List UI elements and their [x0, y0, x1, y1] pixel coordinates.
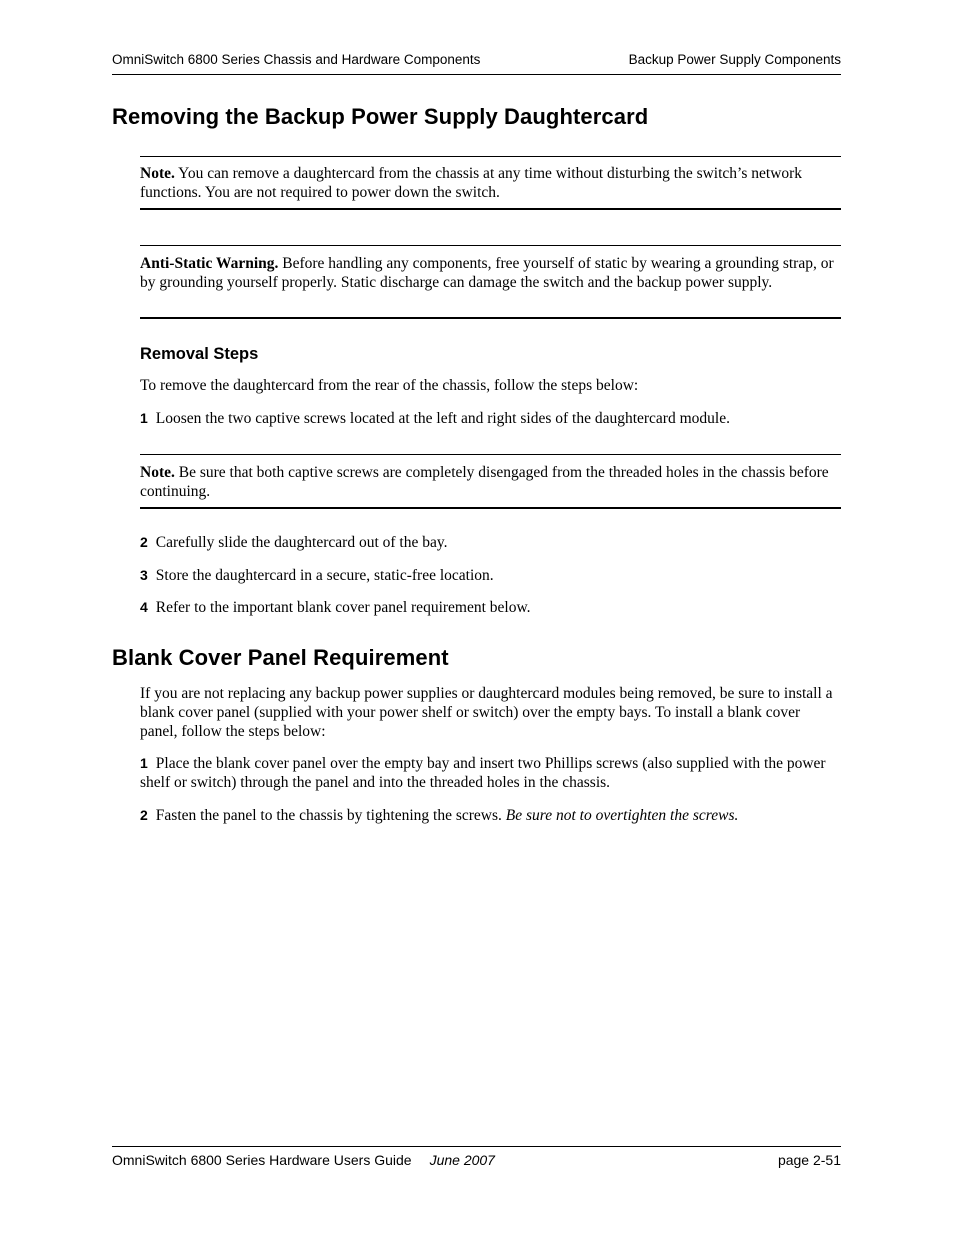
- note-label: Note.: [140, 165, 175, 182]
- step-number: 3: [140, 567, 148, 583]
- subheading-removal-steps: Removal Steps: [140, 345, 259, 363]
- step-number: 1: [140, 410, 148, 426]
- note-box-remove-anytime: [140, 156, 841, 210]
- note-label: Note.: [140, 464, 175, 481]
- note-body: Be sure that both captive screws are completely disengaged from the threaded holes in the chassis before continuing.: [140, 464, 829, 500]
- step-number: 2: [140, 534, 148, 550]
- footer-date: June 2007: [429, 1152, 495, 1168]
- footer-page-number: page 2-51: [777, 1152, 841, 1168]
- step-text: Store the daughtercard in a secure, static-free location.: [155, 567, 494, 584]
- step-text: Place the blank cover panel over the empty bay and insert two Phillips screws (also supplied with the power shelf or switch) through the panel and into the threaded holes in the chassis.: [140, 755, 826, 791]
- step-text: Refer to the important blank cover panel requirement below.: [155, 599, 531, 616]
- removal-step-3: [140, 566, 841, 585]
- blank-cover-intro: If you are not replacing any backup power supplies or daughtercard modules being removed, be sure to install a blank cover panel (supplied with your power shelf or switch) over the empty bays. To install a blank cover panel, follow the steps below:: [140, 685, 833, 740]
- removal-step-2: [140, 533, 841, 552]
- header-right-title: Backup Power Supply Components: [628, 52, 841, 67]
- header-left-title: OmniSwitch 6800 Series Chassis and Hardware Components: [112, 52, 481, 67]
- note-box-captive-screws: [140, 454, 841, 509]
- warning-label: Anti-Static Warning.: [140, 255, 279, 272]
- warning-box-anti-static: [140, 245, 841, 319]
- section-title-removing: Removing the Backup Power Supply Daughtercard: [112, 104, 649, 129]
- removal-step-1: [140, 409, 841, 428]
- warning-text: [140, 254, 841, 292]
- step-text: Loosen the two captive screws located at the left and right sides of the daughtercard module.: [155, 410, 730, 427]
- removal-step-4: [140, 598, 841, 617]
- page-header: [112, 50, 841, 75]
- warning-body: Before handling any components, free yourself of static by wearing a grounding strap, or by grounding yourself properly. Static discharge can damage the switch and the backup power supply.: [140, 255, 834, 291]
- step-number: 4: [140, 599, 148, 615]
- step-number: 2: [140, 807, 148, 823]
- note-body: You can remove a daughtercard from the chassis at any time without disturbing the switch’s network functions. You are not required to power down the switch.: [140, 165, 803, 201]
- step-number: 1: [140, 755, 148, 771]
- note-text: [140, 164, 841, 202]
- step-text: Fasten the panel to the chassis by tightening the screws.: [155, 807, 506, 824]
- step-text: Carefully slide the daughtercard out of the bay.: [155, 534, 448, 551]
- blank-cover-step-2: [140, 806, 841, 825]
- step-emphasis: Be sure not to overtighten the screws.: [505, 807, 739, 824]
- footer-guide-title: OmniSwitch 6800 Series Hardware Users Guide: [112, 1152, 412, 1168]
- footer-guide-info: [112, 1152, 495, 1168]
- note-text: [140, 463, 841, 501]
- page-footer: [112, 1146, 841, 1168]
- blank-cover-step-1: [140, 754, 841, 792]
- removal-intro: To remove the daughtercard from the rear of the chassis, follow the steps below:: [140, 377, 639, 394]
- section-title-blank-cover: Blank Cover Panel Requirement: [112, 645, 449, 670]
